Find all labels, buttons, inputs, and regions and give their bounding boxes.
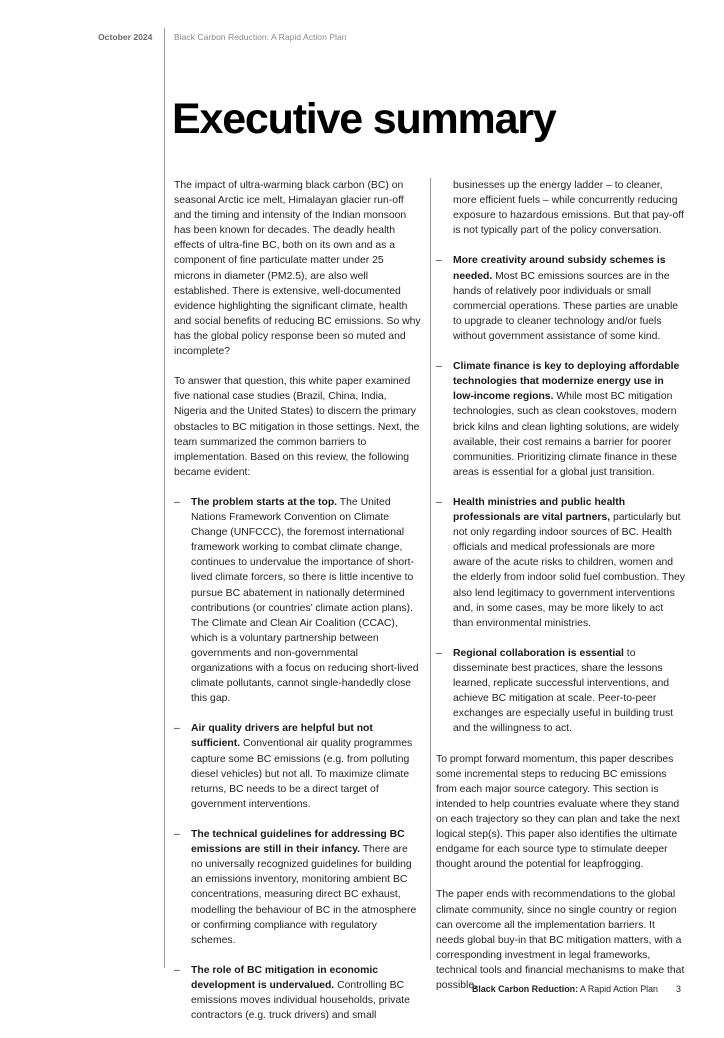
continued-finding-text: businesses up the energy ladder – to cleaner, more efficient fuels – while concurrently reducing exposure to hazardous emissions. But that pay-off is not typically part of the policy conversation. <box>453 180 684 237</box>
dash-bullet: – <box>436 496 442 508</box>
dash-bullet: – <box>174 964 180 976</box>
finding-lead: More creativity around subsidy schemes is needed. <box>453 255 666 282</box>
finding-lead: The role of BC mitigation in economic development is undervalued. <box>191 964 379 991</box>
finding-item <box>174 963 422 1023</box>
page-title: Executive summary <box>172 95 556 143</box>
finding-text: Controlling BC emissions moves individual households, private contractors (e.g. truck drivers) and small <box>191 979 410 1022</box>
footer-title-rest: A Rapid Action Plan <box>578 984 658 994</box>
finding-lead: Regional collaboration is essential <box>453 647 624 659</box>
finding-text: Most BC emissions sources are in the hands of relatively poor individuals or small commercial operations. These parties are unable to upgrade to cleaner technology and/or fuels without government assistance of some kind. <box>453 270 679 342</box>
dash-bullet: – <box>436 647 442 659</box>
finding-lead: The technical guidelines for addressing BC emissions are still in their infancy. <box>191 829 405 856</box>
dash-bullet: – <box>436 361 442 373</box>
recommendations-paragraph: The paper ends with recommendations to the global climate community, since no single country or region can overcome all the implementation barriers. It needs global buy-in that BC mitigation matters, with a corresponding investment in legal frameworks, technical tools and financial mechanisms to make that possible. <box>436 889 685 991</box>
finding-lead: The problem starts at the top. <box>191 496 338 508</box>
finding-item <box>436 646 686 737</box>
right-column <box>436 178 686 1008</box>
finding-item <box>174 495 422 706</box>
finding-text: There are no universally recognized guidelines for building an emissions inventory, monitoring ambient BC concentrations, measuring direct BC exhaust, modelling the behaviour of BC in the atmosphere or confirming compliance with regulatory schemes. <box>191 844 417 946</box>
dash-bullet: – <box>174 723 180 735</box>
footer-title <box>472 984 658 994</box>
page-number: 3 <box>676 984 681 994</box>
dash-bullet: – <box>436 255 442 267</box>
left-column <box>174 178 422 1038</box>
finding-lead: Climate finance is key to deploying affordable technologies that modernize energy use in low-income regions. <box>453 361 680 403</box>
header-divider <box>164 28 165 968</box>
method-paragraph: To answer that question, this white paper examined five national case studies (Brazil, China, India, Nigeria and the United States) to discern the primary obstacles to BC mitigation in those settings. Next, the team summarized the common barriers to implementation. Based on this review, the following became evident: <box>174 376 420 478</box>
finding-text: particularly but not only regarding indoor sources of BC. Health officials and medical professionals are more aware of the acute risks to children, women and the elderly from indoor solid fuel combustion. They also lend legitimacy to government interventions and, in some cases, may be more likely to act than environmental ministries. <box>453 512 685 629</box>
finding-item <box>436 495 686 631</box>
header-date: October 2024 <box>98 32 153 42</box>
finding-item <box>436 359 686 480</box>
finding-text: to disseminate best practices, share the lessons learned, replicate successful interventions, and achieve BC mitigation at scale. Peer-to-peer exchanges are especially useful in building trust and the willingness to act. <box>453 647 674 735</box>
finding-item <box>174 827 422 948</box>
header-title: Black Carbon Reduction: A Rapid Action Plan <box>174 32 347 42</box>
column-divider <box>430 178 431 960</box>
finding-text: The United Nations Framework Convention on Climate Change (UNFCCC), the foremost international framework working to combat climate change, continues to undervalue the importance of short-lived climate forcers, so there is little incentive to pursue BC abatement in nationally determined contributions (or countries’ climate action plans). The Climate and Clean Air Coalition (CCAC), which is a voluntary partnership between governments and non-governmental organizations with a focus on reducing short-lived climate pollutants, cannot single-handedly close this gap. <box>191 496 419 705</box>
momentum-paragraph: To prompt forward momentum, this paper describes some incremental steps to reducing BC emissions from each major source category. This section is intended to help countries evaluate where they stand on each trajectory so they can plan and take the next logical step(s). This paper also identifies the ultimate endgame for each source type to stimulate deeper thought around the potential for leapfrogging. <box>436 753 680 871</box>
finding-text: Conventional air quality programmes capture some BC emissions (e.g. from polluting diesel vehicles) but not all. To maximize climate returns, BC needs to be a direct target of government interventions. <box>191 738 413 810</box>
finding-text: While most BC mitigation technologies, such as clean cookstoves, modern brick kilns and clean lighting solutions, are widely available, their cost remains a barrier for poorer communities. Prioritizing climate finance in these areas is essential for a global just transition. <box>453 391 679 478</box>
finding-lead: Air quality drivers are helpful but not sufficient. <box>191 723 373 750</box>
dash-bullet: – <box>174 829 180 841</box>
footer-title-bold: Black Carbon Reduction: <box>472 984 579 994</box>
finding-item <box>436 253 686 344</box>
finding-item <box>174 721 422 812</box>
intro-paragraph: The impact of ultra-warming black carbon (BC) on seasonal Arctic ice melt, Himalayan glacier run-off and the timing and intensity of the Indian monsoon has been known for decades. The deadly health effects of ultra-fine BC, both on its own and as a component of fine particulate matter under 25 microns in diameter (PM2.5), are also well established. There is extensive, well-documented evidence highlighting the significant climate, health and social benefits of reducing BC emissions. So why has the global policy response been so muted and incomplete? <box>174 180 421 358</box>
finding-lead: Health ministries and public health professionals are vital partners, <box>453 496 626 524</box>
dash-bullet: – <box>174 496 180 508</box>
